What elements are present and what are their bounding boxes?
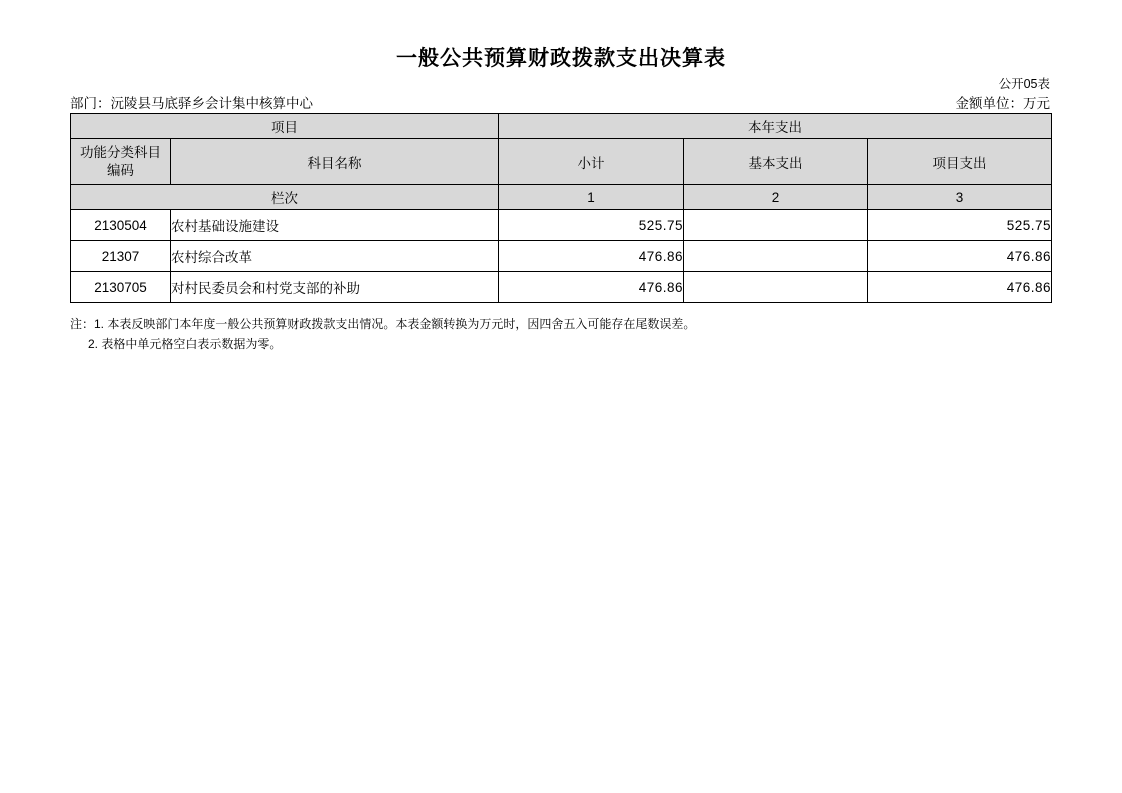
row-basic [684,241,868,272]
note-line-1: 注：1. 本表反映部门本年度一般公共预算财政拨款支出情况。本表金额转换为万元时，因四舍五入可能存在尾数误差。 [70,317,696,331]
header-current-year-group: 本年支出 [499,114,1052,139]
header-function-code-line2: 编码 [107,162,134,178]
table-header-group-row [71,114,1052,139]
table-row [71,241,1052,272]
sheet-code-label: 公开05表 [998,77,1050,91]
row-code: 2130504 [71,210,171,241]
table-rank-row [71,185,1052,210]
budget-table [70,113,1052,303]
header-function-code-line1: 功能分类科目 [80,144,161,160]
row-subtotal: 525.75 [499,210,684,241]
row-project: 476.86 [868,241,1052,272]
header-subject-name: 科目名称 [171,139,499,185]
row-basic [684,210,868,241]
department-label: 部门：沅陵县马底驿乡会计集中核算中心 [70,96,313,111]
rank-col-3: 3 [868,185,1052,210]
table-row [71,272,1052,303]
amount-unit-label: 金额单位：万元 [955,96,1050,111]
rank-col-1: 1 [499,185,684,210]
header-project-expenditure: 项目支出 [868,139,1052,185]
row-project: 476.86 [868,272,1052,303]
row-subtotal: 476.86 [499,241,684,272]
rank-col-2: 2 [684,185,868,210]
table-row [71,210,1052,241]
header-item-group: 项目 [71,114,499,139]
header-basic-expenditure: 基本支出 [684,139,868,185]
row-name: 农村基础设施建设 [171,210,499,241]
row-code: 2130705 [71,272,171,303]
row-basic [684,272,868,303]
rank-label: 栏次 [71,185,499,210]
row-subtotal: 476.86 [499,272,684,303]
note-line-2: 2. 表格中单元格空白表示数据为零。 [88,337,282,351]
header-subtotal: 小计 [499,139,684,185]
table-header-sub-row [71,139,1052,185]
row-project: 525.75 [868,210,1052,241]
page-title: 一般公共预算财政拨款支出决算表 [396,47,726,70]
row-code: 21307 [71,241,171,272]
table-notes [70,314,695,354]
header-function-code [71,139,171,185]
row-name: 对村民委员会和村党支部的补助 [171,272,499,303]
row-name: 农村综合改革 [171,241,499,272]
